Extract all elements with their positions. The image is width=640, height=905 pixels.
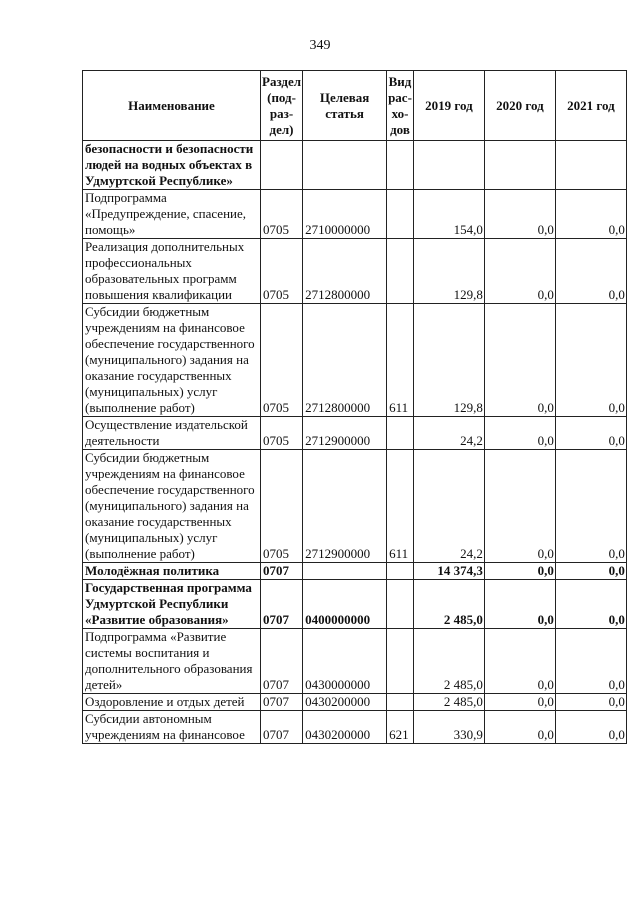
cell-kind — [387, 580, 414, 629]
cell-name: Оздоровление и отдых детей — [83, 694, 261, 711]
header-name: Наименование — [83, 71, 261, 141]
cell-section: 0707 — [261, 711, 303, 744]
cell-name: Субсидии бюджетным учреждениям на финансовое обеспечение государственного (муниципального) задания на оказание государственных (муниципальных) услуг (выполнение работ) — [83, 304, 261, 417]
cell-section: 0707 — [261, 563, 303, 580]
cell-kind: 621 — [387, 711, 414, 744]
cell-2021: 0,0 — [555, 417, 626, 450]
cell-kind — [387, 190, 414, 239]
cell-2019: 24,2 — [413, 417, 484, 450]
cell-name: безопасности и безопасности людей на водных объектах в Удмуртской Республике» — [83, 141, 261, 190]
cell-section: 0705 — [261, 239, 303, 304]
table-row — [83, 141, 627, 190]
cell-kind — [387, 694, 414, 711]
header-kind: Вид рас-хо-дов — [387, 71, 414, 141]
cell-section: 0705 — [261, 190, 303, 239]
cell-2021: 0,0 — [555, 304, 626, 417]
cell-section: 0705 — [261, 417, 303, 450]
cell-2020: 0,0 — [484, 580, 555, 629]
cell-2019: 2 485,0 — [413, 629, 484, 694]
cell-2019: 14 374,3 — [413, 563, 484, 580]
table-row — [83, 711, 627, 744]
cell-section: 0705 — [261, 450, 303, 563]
cell-section — [261, 141, 303, 190]
cell-2021: 0,0 — [555, 190, 626, 239]
table-row — [83, 450, 627, 563]
cell-section: 0707 — [261, 694, 303, 711]
cell-2021: 0,0 — [555, 239, 626, 304]
cell-2020: 0,0 — [484, 417, 555, 450]
cell-2021 — [555, 141, 626, 190]
cell-2019: 330,9 — [413, 711, 484, 744]
cell-kind — [387, 417, 414, 450]
table-row — [83, 304, 627, 417]
cell-kind — [387, 239, 414, 304]
cell-2019: 2 485,0 — [413, 580, 484, 629]
cell-2019: 24,2 — [413, 450, 484, 563]
table-row — [83, 417, 627, 450]
header-target: Целевая статья — [303, 71, 387, 141]
cell-2019: 2 485,0 — [413, 694, 484, 711]
cell-kind — [387, 563, 414, 580]
cell-name: Государственная программа Удмуртской Республики «Развитие образования» — [83, 580, 261, 629]
cell-name: Субсидии автономным учреждениям на финансовое — [83, 711, 261, 744]
header-2019: 2019 год — [413, 71, 484, 141]
cell-2021: 0,0 — [555, 629, 626, 694]
table-row — [83, 694, 627, 711]
cell-kind — [387, 141, 414, 190]
cell-2020: 0,0 — [484, 450, 555, 563]
cell-target: 0430000000 — [303, 629, 387, 694]
cell-2020: 0,0 — [484, 563, 555, 580]
cell-name: Подпрограмма «Предупреждение, спасение, помощь» — [83, 190, 261, 239]
cell-target: 2710000000 — [303, 190, 387, 239]
header-2020: 2020 год — [484, 71, 555, 141]
cell-2021: 0,0 — [555, 450, 626, 563]
cell-2021: 0,0 — [555, 694, 626, 711]
cell-target: 0430200000 — [303, 694, 387, 711]
cell-2020: 0,0 — [484, 190, 555, 239]
cell-2019: 154,0 — [413, 190, 484, 239]
cell-kind — [387, 629, 414, 694]
cell-name: Подпрограмма «Развитие системы воспитания и дополнительного образования детей» — [83, 629, 261, 694]
cell-target: 2712800000 — [303, 239, 387, 304]
table-row — [83, 629, 627, 694]
cell-2020: 0,0 — [484, 304, 555, 417]
cell-target — [303, 141, 387, 190]
table-row — [83, 239, 627, 304]
cell-target: 2712800000 — [303, 304, 387, 417]
cell-2020: 0,0 — [484, 694, 555, 711]
cell-2020: 0,0 — [484, 239, 555, 304]
cell-2019: 129,8 — [413, 239, 484, 304]
cell-name: Молодёжная политика — [83, 563, 261, 580]
header-2021: 2021 год — [555, 71, 626, 141]
cell-kind: 611 — [387, 450, 414, 563]
cell-2020: 0,0 — [484, 629, 555, 694]
table-row — [83, 190, 627, 239]
cell-2019: 129,8 — [413, 304, 484, 417]
cell-section: 0707 — [261, 629, 303, 694]
cell-2019 — [413, 141, 484, 190]
cell-name: Субсидии бюджетным учреждениям на финансовое обеспечение государственного (муниципального) задания на оказание государственных (муниципальных) услуг (выполнение работ) — [83, 450, 261, 563]
cell-target: 2712900000 — [303, 450, 387, 563]
budget-table — [82, 70, 627, 744]
cell-target: 0400000000 — [303, 580, 387, 629]
cell-name: Осуществление издательской деятельности — [83, 417, 261, 450]
table-row — [83, 563, 627, 580]
page-number: 349 — [309, 38, 331, 53]
cell-section: 0705 — [261, 304, 303, 417]
cell-target: 2712900000 — [303, 417, 387, 450]
cell-2020: 0,0 — [484, 711, 555, 744]
cell-kind: 611 — [387, 304, 414, 417]
cell-2020 — [484, 141, 555, 190]
cell-section: 0707 — [261, 580, 303, 629]
cell-2021: 0,0 — [555, 563, 626, 580]
cell-target: 0430200000 — [303, 711, 387, 744]
cell-name: Реализация дополнительных профессиональных образовательных программ повышения квалификации — [83, 239, 261, 304]
table-header-row — [83, 71, 627, 141]
cell-2021: 0,0 — [555, 711, 626, 744]
table-row — [83, 580, 627, 629]
cell-target — [303, 563, 387, 580]
cell-2021: 0,0 — [555, 580, 626, 629]
header-section: Раздел (под-раз-дел) — [261, 71, 303, 141]
